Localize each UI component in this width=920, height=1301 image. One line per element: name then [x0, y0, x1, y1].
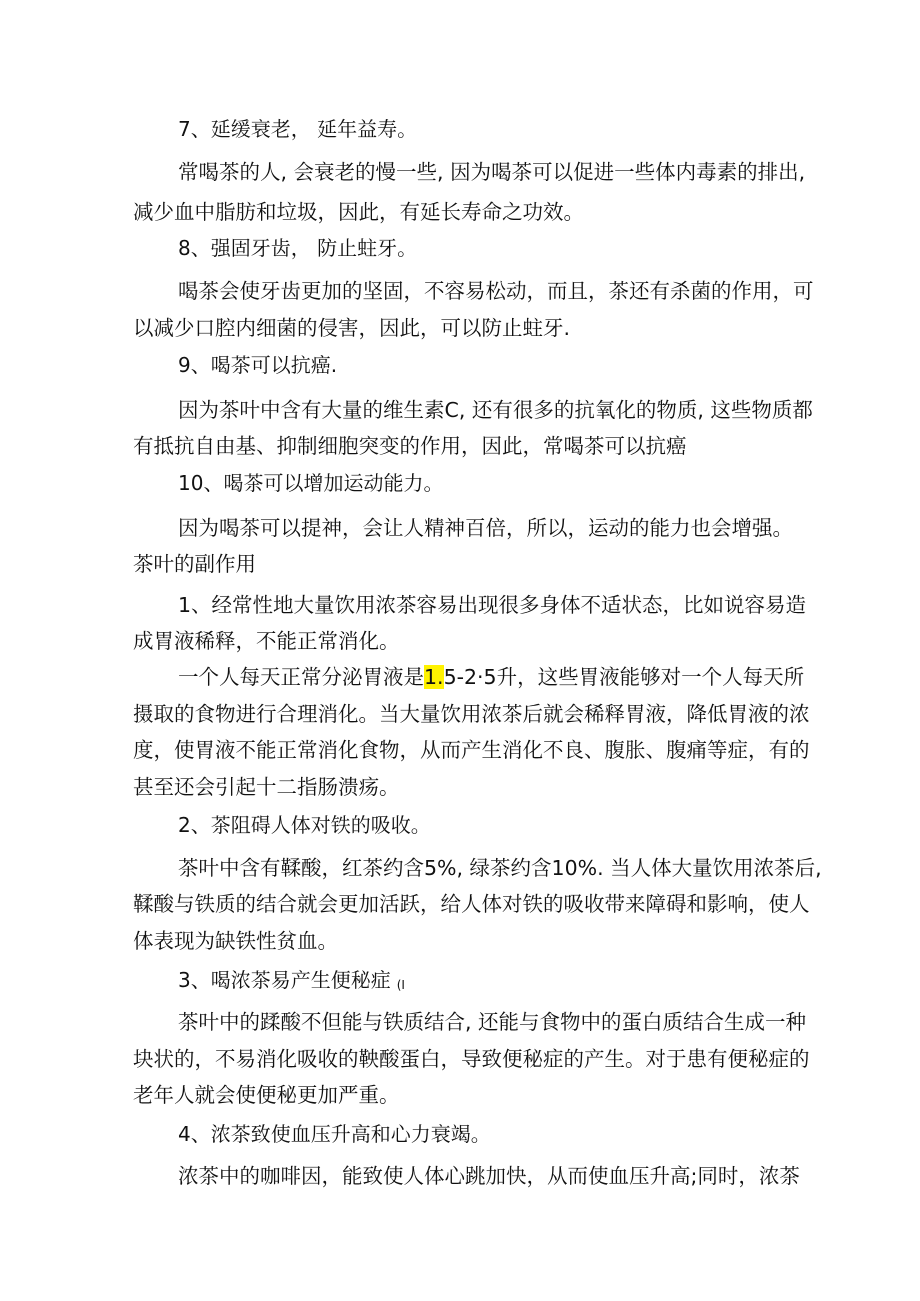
effect-2-heading: 2、茶阻碍人体对铁的吸收。	[178, 813, 431, 837]
section-8-body-line-2: 以减少口腔内细菌的侵害，因此，可以防止蛀牙.	[133, 316, 571, 340]
section-7-body-line-2: 减少血中脂肪和垃圾，因此，有延长寿命之功效。	[133, 200, 584, 224]
section-9-body-line-1: 因为茶叶中含有大量的维生素C, 还有很多的抗氧化的物质, 这些物质都	[178, 398, 813, 422]
section-9-body-line-2: 有抵抗自由基、抑制细胞突变的作用，因此，常喝茶可以抗癌	[133, 434, 687, 458]
side-effects-title: 茶叶的副作用	[133, 552, 256, 576]
effect-1-body-post: 5-2·5升，这些胃液能够对一个人每天所	[443, 665, 805, 689]
effect-4-heading: 4、浓茶致使血压升高和心力衰竭。	[178, 1122, 491, 1146]
effect-3-body-line-2: 块状的，不易消化吸收的鞅酸蛋白，导致便秘症的产生。对于患有便秘症的	[133, 1047, 810, 1071]
section-8-body-line-1: 喝茶会使牙齿更加的坚固，不容易松动，而且，茶还有杀菌的作用，可	[178, 279, 814, 303]
effect-2-body-line-3: 体表现为缺铁性贫血。	[133, 929, 338, 953]
section-7-heading: 7、延缓衰老， 延年益寿。	[178, 117, 418, 141]
effect-1-body-pre: 一个人每天正常分泌胃液是	[178, 665, 424, 689]
effect-1-body-line-2: 摄取的食物进行合理消化。当大量饮用浓茶后就会稀释胃液，降低胃液的浓	[133, 702, 810, 726]
effect-3-heading	[178, 965, 405, 1000]
effect-1-body-line-1	[178, 662, 804, 692]
effect-1-body-line-4: 甚至还会引起十二指肠溃疡。	[133, 775, 400, 799]
effect-2-body-line-2: 鞣酸与铁质的结合就会更加活跃，给人体对铁的吸收带来障碍和影响，使人	[133, 892, 810, 916]
effect-4-body-line-1: 浓茶中的咖啡因，能致使人体心跳加快，从而使血压升高;同时，浓茶	[178, 1164, 800, 1188]
effect-1-body-line-3: 度，使胃液不能正常消化食物，从而产生消化不良、腹胀、腹痛等症，有的	[133, 738, 810, 762]
highlighted-number: 1.	[424, 665, 444, 689]
effect-2-body-line-1: 茶叶中含有鞣酸，红茶约含5%, 绿茶约含10%. 当人体大量饮用浓茶后,	[178, 856, 822, 880]
section-10-heading: 10、喝茶可以增加运动能力。	[178, 471, 444, 495]
section-10-body-line-1: 因为喝茶可以提神，会让人精神百倍，所以，运动的能力也会增强。	[178, 516, 793, 540]
effect-1-heading-line-1: 1、经常性地大量饮用浓茶容易出现很多身体不适状态，比如说容易造	[178, 593, 807, 617]
effect-3-body-line-3: 老年人就会使便秘更加严重。	[133, 1083, 400, 1107]
effect-1-heading-line-2: 成胃液稀释，不能正常消化。	[133, 629, 400, 653]
section-9-heading: 9、喝茶可以抗癌.	[178, 353, 338, 377]
effect-3-heading-text: 3、喝浓茶易产生便秘症	[178, 968, 391, 992]
section-7-body-line-1: 常喝茶的人, 会衰老的慢一些, 因为喝茶可以促进一些体内毒素的排出,	[178, 160, 806, 184]
section-8-heading: 8、强固牙齿， 防止蛀牙。	[178, 236, 418, 260]
effect-3-body-line-1: 茶叶中的蹂酸不但能与铁质结合, 还能与食物中的蛋白质结合生成一种	[178, 1010, 807, 1034]
effect-3-heading-mark: (I	[396, 978, 405, 992]
